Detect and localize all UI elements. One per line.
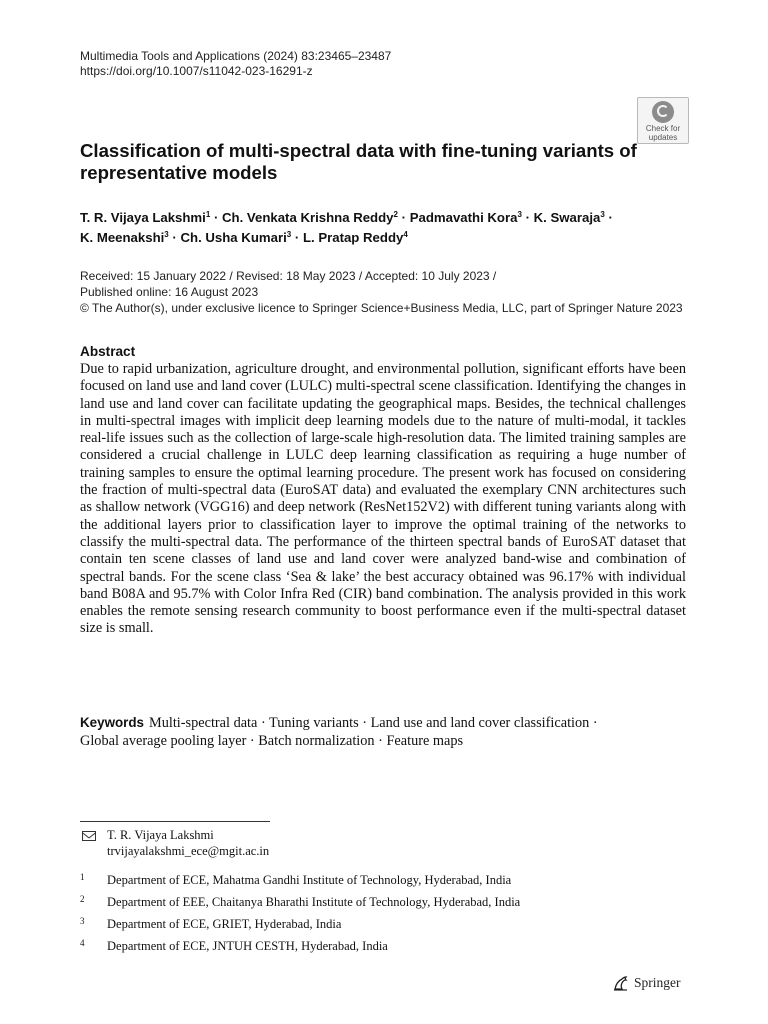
affiliation-number: 1 <box>80 872 85 882</box>
check-updates-line1: Check for <box>645 124 681 133</box>
paper-title: Classification of multi-spectral data with fine-tuning variants of representative models <box>80 140 637 183</box>
author-list: T. R. Vijaya Lakshmi$^1$ · Ch. Venkata Krishna Reddy$^2$ · Padmavathi Kora$^3$ · K. Swaraja$^3$ · K. Meenakshi$^3$ · Ch. Usha Kumari$^3$ · L. Pratap Reddy$^4$ <box>80 210 613 245</box>
affiliation-number: 3 <box>80 916 85 926</box>
author-name: K. Swaraja <box>533 210 601 225</box>
keywords-block <box>80 714 680 750</box>
affiliation-number: 4 <box>80 938 85 948</box>
journal-header <box>80 49 391 79</box>
author-name: Ch. Usha Kumari <box>180 230 287 245</box>
check-for-updates-button[interactable] <box>637 97 689 144</box>
publisher-name: Springer <box>634 975 681 990</box>
author-affiliation-mark: 3 <box>600 210 605 219</box>
affiliation-text: Department of ECE, Mahatma Gandhi Institute of Technology, Hyderabad, India <box>107 873 512 887</box>
abstract-text: Due to rapid urbanization, agriculture drought, and environmental pollution, significant efforts have been focused on land use and land cover (LULC) multi-spectral scene classification. Identifying the changes in land use and land cover can facilitate updating the geographical maps. Besides, the technical challenges in multi-spectral images with implicit deep learning models due to the nature of multi-modal, it tackles real-life issues such as the collection of large-scale high-resolution data. The limited training samples are considered a crucial challenge in LULC deep learning classification as requiring a huge number of training samples to ensure the optimal learning procedure. The present work has focused on considering the fraction of multi-spectral data (EuroSAT data) and evaluated the exemplary CNN architectures such as shallow network (VGG16) and deep network (ResNet152V2) with different tuning variants along with the additional layers prior to classification layer to improve the optimal training of the networks to classify the multi-spectral data. The performance of the thirteen spectral bands of EuroSAT dataset that contain ten scene classes of land use and land cover were analyzed band-wise and combination of spectral bands. For the scene class ‘Sea & lake’ the best accuracy obtained was 96.17% with individual band B08A and 95.7% with Color Infra Red (CIR) band combination. The analysis provided in this work enables the remote sensing research community to boost performance even if the multi-spectral dataset size is small. <box>80 361 686 637</box>
doi-link[interactable]: https://doi.org/10.1007/s11042-023-16291-z <box>80 64 313 78</box>
update-icon <box>652 101 674 123</box>
author-name: T. R. Vijaya Lakshmi <box>80 210 206 225</box>
check-updates-line2: updates <box>648 133 678 142</box>
corresponding-name: T. R. Vijaya Lakshmi <box>107 828 214 842</box>
author-affiliation-mark: 3 <box>517 210 522 219</box>
author-name: K. Meenakshi <box>80 230 165 245</box>
journal-citation: Multimedia Tools and Applications (2024) 83:23465–23487 <box>80 49 392 63</box>
author-name: Ch. Venkata Krishna Reddy <box>222 210 394 225</box>
author-affiliation-mark: 3 <box>164 230 169 239</box>
author-affiliation-mark: 3 <box>286 230 292 239</box>
affiliation-number: 2 <box>80 894 85 904</box>
author-affiliation-mark: 4 <box>403 230 408 239</box>
publication-history <box>80 268 700 316</box>
corresponding-email[interactable]: trvijayalakshmi_ece@mgit.ac.in <box>107 844 270 858</box>
abstract-heading: Abstract <box>80 344 136 359</box>
keywords-heading: Keywords <box>80 715 144 730</box>
author-affiliation-mark: 1 <box>205 210 211 219</box>
affiliation-text: Department of ECE, GRIET, Hyderabad, India <box>107 917 342 931</box>
published-online: Published online: 16 August 2023 <box>80 285 259 299</box>
keywords-line1: Multi-spectral data · Tuning variants · Land use and land cover classification · <box>149 715 598 731</box>
author-affiliation-mark: 2 <box>393 210 398 219</box>
affiliation-text: Department of EEE, Chaitanya Bharathi Institute of Technology, Hyderabad, India <box>107 895 521 909</box>
footnote-divider <box>80 821 270 822</box>
envelope-icon <box>82 831 96 841</box>
copyright-notice: © The Author(s), under exclusive licence to Springer Science+Business Media, LLC, part of Springer Nature 2023 <box>80 301 683 315</box>
author-name: Padmavathi Kora <box>409 210 518 225</box>
keywords-line2: Global average pooling layer · Batch normalization · Feature maps <box>80 733 464 749</box>
received-revised-accepted: Received: 15 January 2022 / Revised: 18 May 2023 / Accepted: 10 July 2023 / <box>80 269 497 283</box>
springer-horse-icon <box>612 975 629 992</box>
author-name: L. Pratap Reddy <box>302 230 404 245</box>
affiliation-text: Department of ECE, JNTUH CESTH, Hyderabad, India <box>107 939 388 953</box>
